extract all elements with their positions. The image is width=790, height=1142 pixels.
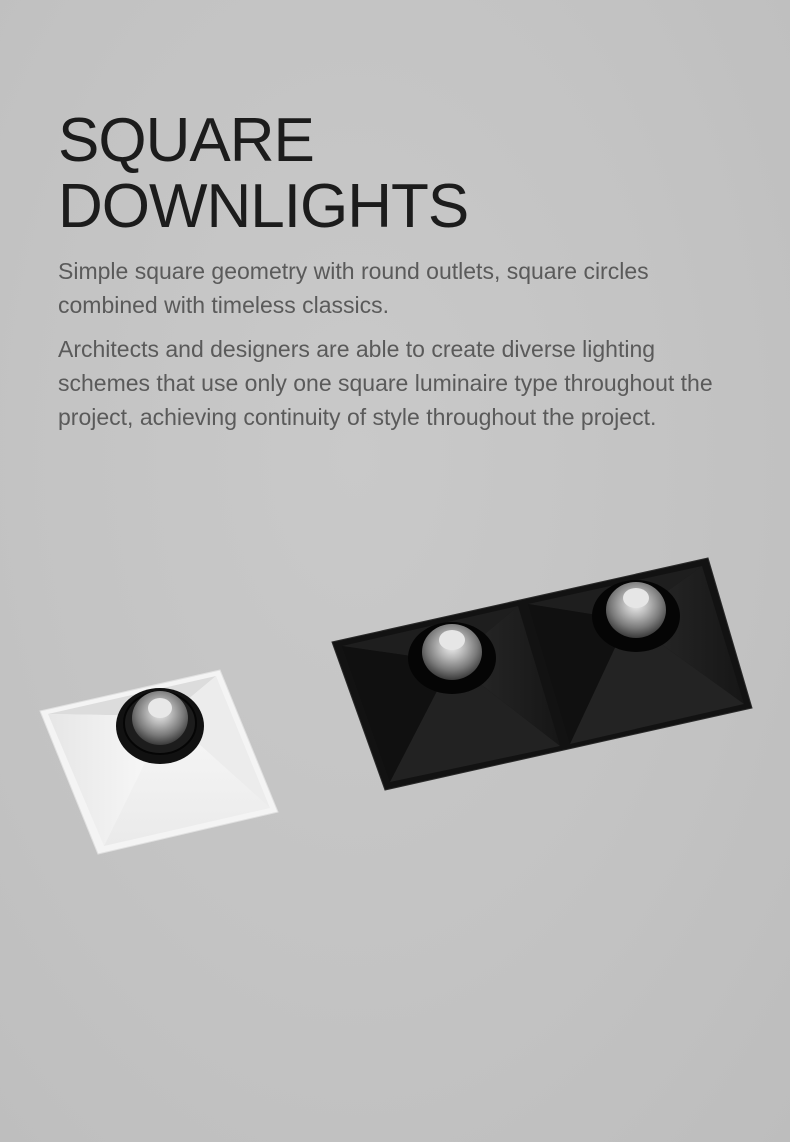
title-line-1: SQUARE: [58, 106, 314, 175]
description-paragraph: Architects and designers are able to create diverse lighting schemes that use only one square luminaire type throughout the project, achieving continuity of style throughout the project.: [58, 336, 713, 430]
intro-paragraph: Simple square geometry with round outlets, square circles combined with timeless classics.: [58, 258, 649, 318]
hero-text: [58, 108, 718, 434]
black-right-lens: [623, 588, 649, 608]
page-title: [58, 108, 718, 240]
black-double-downlight: [332, 558, 752, 790]
title-line-2: DOWNLIGHTS: [58, 172, 469, 241]
black-left-lens: [439, 630, 465, 650]
white-fixture-lens: [148, 698, 172, 718]
product-illustration: [0, 540, 790, 880]
white-square-downlight: [40, 670, 278, 854]
